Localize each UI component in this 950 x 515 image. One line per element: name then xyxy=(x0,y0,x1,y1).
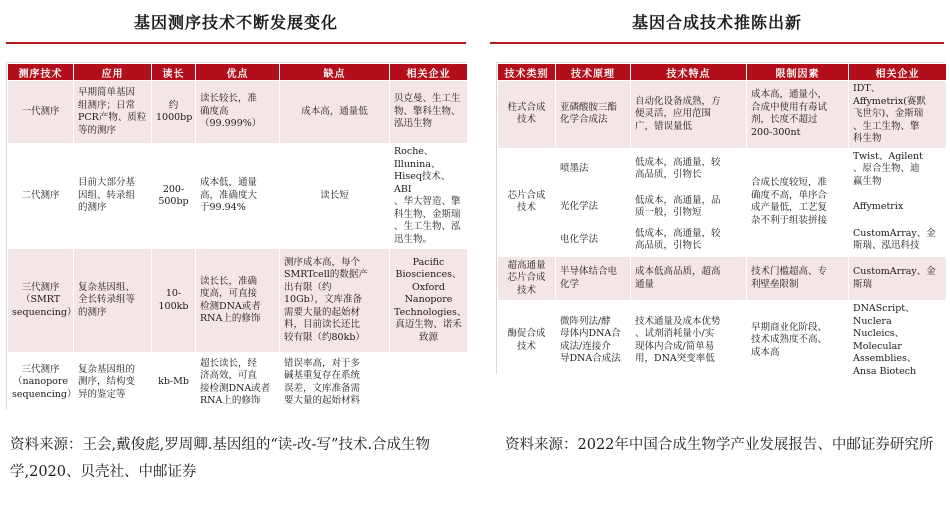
col-header-limits: 限制因素 xyxy=(747,64,849,81)
table-row xyxy=(8,249,468,353)
cell-advantages: 读长长，准确 度高，可直接 检测DNA或者 RNA上的修饰 xyxy=(196,249,280,353)
table-row xyxy=(8,81,468,144)
cell-limits: 合成长度较短，准 确度不高，单序合 成产量低，工艺复 杂不利于组装拼接 xyxy=(747,148,849,257)
cell-companies: Twist、Agilent 、原合生物、迪 赢生物 xyxy=(849,148,947,191)
cell-category: 酶促合成 技术 xyxy=(498,301,556,381)
cell-companies: Roche、 Illunina、 Hiseq技术、ABI 、华大智造、擎 科生物、金斯瑞 、生工生物、泓 迅生物。 xyxy=(390,144,468,249)
table-row xyxy=(498,81,947,149)
table-row xyxy=(498,148,947,191)
cell-companies xyxy=(390,353,468,413)
cell-tech: 三代测序 （SMRT sequencing） xyxy=(8,249,74,353)
cell-disadvantages: 读长短 xyxy=(280,144,390,249)
cell-companies: Affymetrix xyxy=(849,191,947,224)
cell-tech: 一代测序 xyxy=(8,81,74,144)
cell-companies: DNAScript、 Nuclera Nucleics、 Molecular Assemblies、 Ansa Biotech xyxy=(849,301,947,381)
cell-features: 成本低高品质，超高 通量 xyxy=(631,257,747,301)
cell-tech: 二代测序 xyxy=(8,144,74,249)
cell-principle: 半导体结合电 化学 xyxy=(556,257,631,301)
col-header-companies: 相关企业 xyxy=(390,64,468,81)
table-header-row xyxy=(498,64,947,81)
col-header-principle: 技术原理 xyxy=(556,64,631,81)
cell-principle: 亚磷酸胺三酯 化学合成法 xyxy=(556,81,631,149)
cell-features: 自动化设备成熟，方 便灵活，应用范围 广，错误量低 xyxy=(631,81,747,149)
table-row xyxy=(8,353,468,413)
left-source-note: 资料来源：王会,戴俊彪,罗周卿.基因组的“读-改-写”技术.合成生物学,2020、贝壳社、中邮证券 xyxy=(10,437,431,480)
cell-read-length: 约 1000bp xyxy=(152,81,196,144)
cell-advantages: 读长较长，准 确度高 （99.999%） xyxy=(196,81,280,144)
cell-application: 早期简单基因 组测序；日常 PCR产物、质粒 等的测序 xyxy=(74,81,152,144)
col-header-features: 技术特点 xyxy=(631,64,747,81)
cell-limits: 早期商业化阶段、 技术成熟度不高、 成本高 xyxy=(747,301,849,381)
cell-disadvantages: 测序成本高，每个 SMRTcell的数据产 出有限（约 10Gb），文库准备 需要大量的起始材 料，目前读长还比 较有限（约80kb） xyxy=(280,249,390,353)
cell-limits: 成本高，通量小， 合成中使用有毒试 剂，长度不超过 200-300nt xyxy=(747,81,849,149)
col-header-advantages: 优点 xyxy=(196,64,280,81)
cell-features: 低成本，高通量，较 高品质，引物长 xyxy=(631,224,747,257)
cell-read-length: kb-Mb xyxy=(152,353,196,413)
cell-application: 目前大部分基 因组、转录组 的测序 xyxy=(74,144,152,249)
cell-application: 复杂基因组的 测序，结构变 异的鉴定等 xyxy=(74,353,152,413)
left-panel-title: 基因测序技术不断发展变化 xyxy=(6,0,466,44)
cell-features: 低成本，高通量，较 高品质，引物长 xyxy=(631,148,747,191)
cell-companies: CustomArray、金 斯瑞 xyxy=(849,257,947,301)
cell-limits: 技术门槛超高、专 利壁垒限制 xyxy=(747,257,849,301)
col-header-disadvantages: 缺点 xyxy=(280,64,390,81)
cell-category: 芯片合成 技术 xyxy=(498,148,556,257)
table-row xyxy=(8,144,468,249)
synthesis-table xyxy=(496,62,945,377)
col-header-category: 技术类别 xyxy=(498,64,556,81)
cell-companies: CustomArray、金 斯瑞、泓迅科技 xyxy=(849,224,947,257)
cell-disadvantages: 成本高，通量低 xyxy=(280,81,390,144)
cell-category: 超高通量 芯片合成 技术 xyxy=(498,257,556,301)
cell-companies: IDT、 Affymetrix(赛默 飞世尔)、金斯瑞 、生工生物、擎 科生物 xyxy=(849,81,947,149)
right-panel-title: 基因合成技术推陈出新 xyxy=(490,0,944,44)
cell-read-length: 10- 100kb xyxy=(152,249,196,353)
cell-features: 低成本，高通量，品 质一般，引物短 xyxy=(631,191,747,224)
cell-principle: 电化学法 xyxy=(556,224,631,257)
cell-advantages: 超长读长，经 济高效，可直 接检测DNA或者 RNA上的修饰 xyxy=(196,353,280,413)
col-header-tech: 测序技术 xyxy=(8,64,74,81)
cell-principle: 光化学法 xyxy=(556,191,631,224)
cell-principle: 喷墨法 xyxy=(556,148,631,191)
cell-features: 技术通量及成本优势 、试剂消耗量小/实 现体内合成/简单易 用，DNA突变率低 xyxy=(631,301,747,381)
cell-category: 柱式合成 技术 xyxy=(498,81,556,149)
table-row xyxy=(498,191,947,224)
table-row xyxy=(498,257,947,301)
cell-companies: 贝克曼、生工生 物、擎科生物、 泓迅生物 xyxy=(390,81,468,144)
col-header-read-length: 读长 xyxy=(152,64,196,81)
cell-disadvantages: 错误率高，对于多 碱基重复存在系统 误差，文库准备需 要大量的起始材料 xyxy=(280,353,390,413)
table-header-row xyxy=(8,64,468,81)
right-source-note: 资料来源：2022年中国合成生物学产业发展报告、中邮证券研究所 xyxy=(505,437,934,453)
cell-tech: 三代测序 （nanopore sequencing） xyxy=(8,353,74,413)
cell-read-length: 200- 500bp xyxy=(152,144,196,249)
col-header-companies: 相关企业 xyxy=(849,64,947,81)
table-row xyxy=(498,301,947,381)
cell-application: 复杂基因组、 全长转录组等 的测序 xyxy=(74,249,152,353)
cell-principle: 微阵列法/酵 母体内DNA合 成法/连接介 导DNA合成法 xyxy=(556,301,631,381)
table-row xyxy=(498,224,947,257)
cell-companies: Pacific Biosciences、 Oxford Nanopore Technologies、 真迈生物、诺禾 致源 xyxy=(390,249,468,353)
sequencing-table xyxy=(6,62,466,410)
col-header-application: 应用 xyxy=(74,64,152,81)
cell-advantages: 成本低，通量 高，准确度大 于99.94% xyxy=(196,144,280,249)
